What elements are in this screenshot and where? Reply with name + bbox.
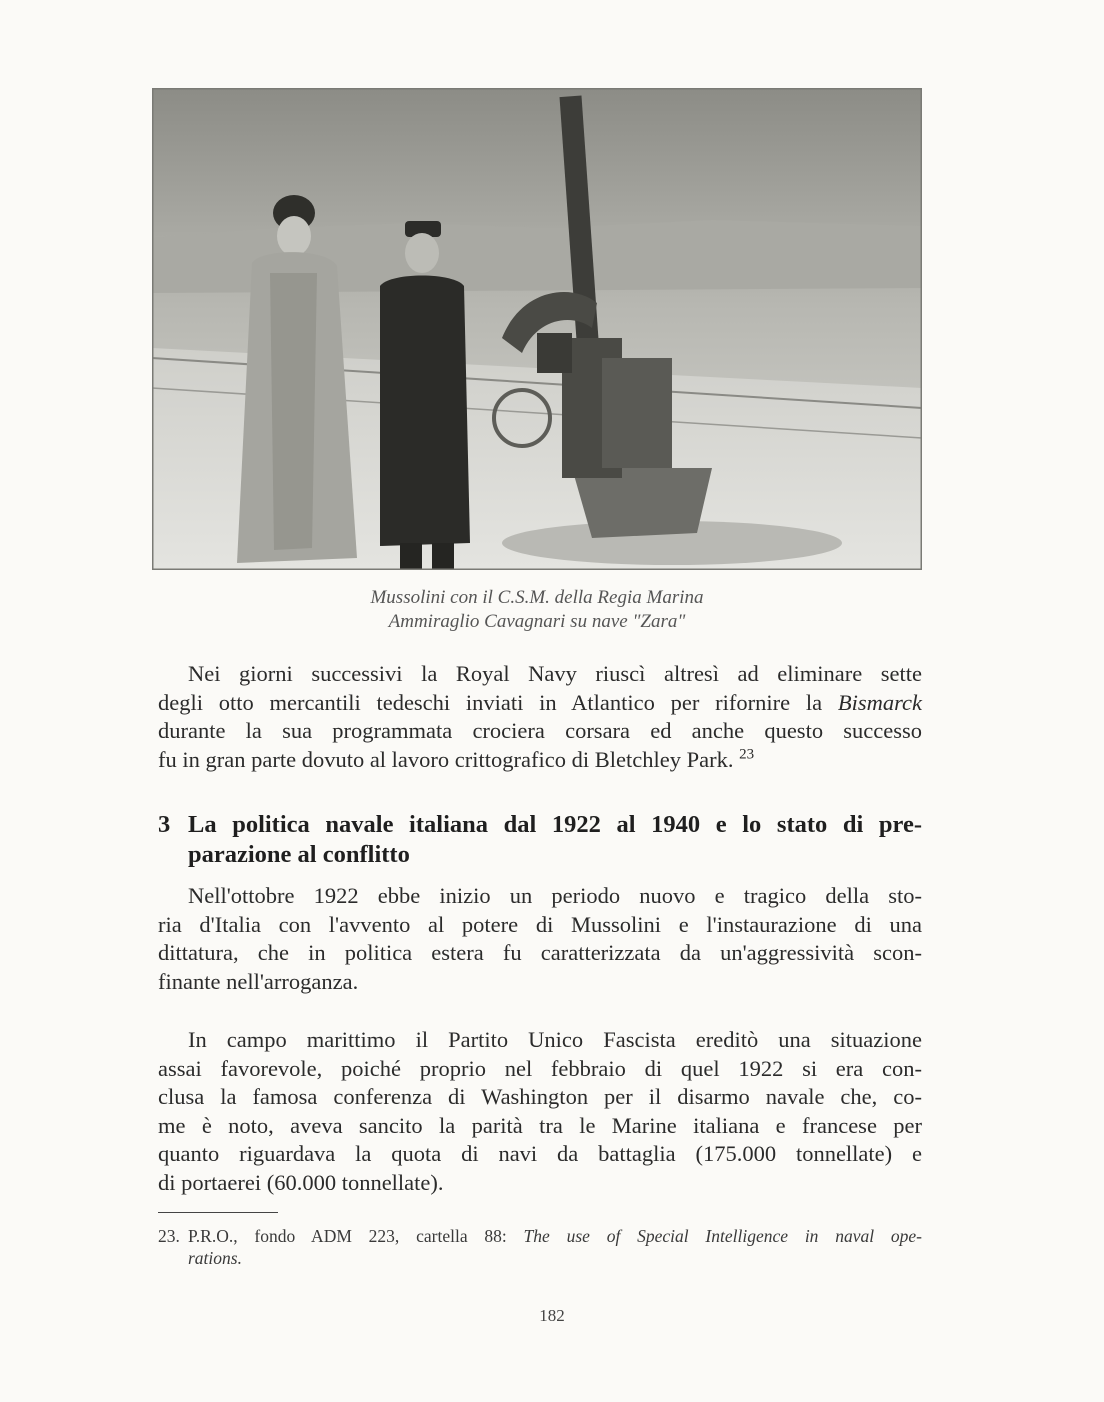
paragraph-3-line-3: clusa la famosa conferenza di Washington per il disarmo navale che, co- — [158, 1084, 922, 1109]
paragraph-3-line-6: di portaerei (60.000 tonnellate). — [158, 1169, 444, 1195]
paragraph-2 — [158, 882, 922, 996]
footnote-number: 23. — [158, 1226, 180, 1246]
paragraph-2-line-2: ria d'Italia con l'avvento al potere di Mussolini e l'instaurazione di una — [158, 911, 922, 937]
ship-name-bismarck: Bismarck — [837, 689, 922, 715]
paragraph-2-line-4: finante nell'arroganza. — [158, 968, 359, 994]
paragraph-1 — [158, 660, 922, 774]
paragraph-2-line-3: dittatura, che in politica estera fu caratterizzata da un'aggressività scon- — [158, 940, 922, 965]
historical-photograph — [152, 88, 922, 570]
page-number: 182 — [539, 1306, 565, 1325]
caption-line-1: Mussolini con il C.S.M. della Regia Marina — [370, 587, 704, 608]
paragraph-1-line-2-text: degli otto mercantili tedeschi inviati in Atlantico per rifornire la — [158, 689, 838, 715]
paragraph-3-line-1: In campo marittimo il Partito Unico Fascista ereditò una situazione — [188, 1027, 922, 1052]
paragraph-1-line-3: durante la sua programmata crociera corsara ed anche questo successo — [158, 718, 922, 743]
footnote-title-part-2: rations. — [188, 1248, 242, 1268]
paragraph-1-line-1: Nei giorni successivi la Royal Navy riuscì altresì ad eliminare sette — [188, 661, 922, 686]
paragraph-1-line-4-text: fu in gran parte dovuto al lavoro crittografico di Bletchley Park. — [158, 746, 734, 772]
caption-line-2: Ammiraglio Cavagnari su nave "Zara" — [388, 611, 686, 632]
paragraph-3-line-2: assai favorevole, poiché proprio nel febbraio di quel 1922 si era con- — [158, 1055, 922, 1081]
footnote-line-1 — [158, 1225, 922, 1247]
paragraph-3-line-4: me è noto, aveva sancito la parità tra le Marine italiana e francese per — [158, 1112, 922, 1138]
footnote-line-2 — [158, 1247, 922, 1269]
footnote-source: P.R.O., fondo ADM 223, cartella 88: — [188, 1226, 524, 1246]
footnote-23 — [158, 1225, 922, 1269]
section-heading-line-1: La politica navale italiana dal 1922 al 1940 e lo stato di pre- — [188, 811, 922, 838]
paragraph-1-line-4 — [158, 746, 922, 775]
section-heading-line-2: parazione al conflitto — [188, 841, 410, 868]
footnote-reference: 23 — [739, 746, 755, 762]
section-number: 3 — [158, 811, 171, 838]
footnote-title-part-1: The use of Special Intelligence in naval ope- — [523, 1226, 922, 1246]
paragraph-2-line-1: Nell'ottobre 1922 ebbe inizio un periodo nuovo e tragico della sto- — [188, 883, 922, 908]
paragraph-3-line-5: quanto riguardava la quota di navi da battaglia (175.000 tonnellate) e — [158, 1141, 922, 1166]
footnote-separator — [158, 1212, 278, 1213]
photo-caption — [152, 586, 922, 634]
section-heading — [158, 810, 922, 870]
paragraph-3 — [158, 1026, 922, 1197]
paragraph-1-line-2 — [158, 689, 922, 718]
photograph-image — [152, 88, 922, 570]
